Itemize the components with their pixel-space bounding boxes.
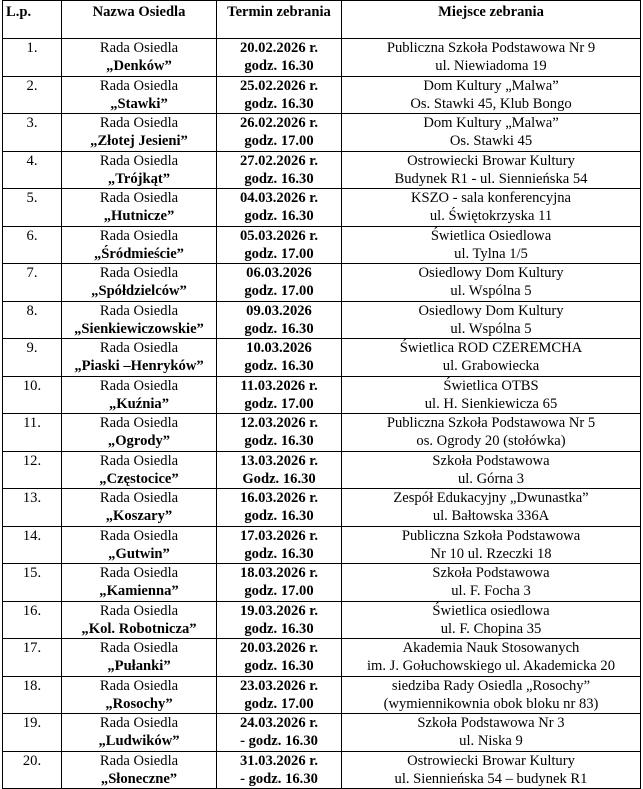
cell-meeting-place bbox=[342, 451, 641, 489]
council-label: Rada Osiedla bbox=[99, 490, 179, 506]
estate-name: „Denków” bbox=[106, 58, 172, 74]
cell-meeting-place bbox=[342, 414, 641, 452]
cell-meeting-date bbox=[217, 151, 342, 189]
estate-name: „Ludwików” bbox=[98, 733, 180, 749]
meeting-time: godz. 16.30 bbox=[244, 320, 314, 337]
header-estate-name: Nazwa Osiedla bbox=[62, 1, 217, 39]
table-row bbox=[3, 39, 641, 77]
cell-estate-name bbox=[62, 76, 217, 114]
meeting-time: Godz. 16.30 bbox=[242, 470, 316, 487]
cell-meeting-date bbox=[217, 564, 342, 602]
cell-meeting-place bbox=[342, 526, 641, 564]
cell-meeting-place bbox=[342, 601, 641, 639]
council-label: Rada Osiedla bbox=[99, 377, 179, 394]
cell-lp: 9. bbox=[3, 339, 62, 377]
table-header-row bbox=[3, 1, 641, 39]
meeting-date: 16.03.2026 r. bbox=[239, 490, 319, 506]
cell-meeting-date bbox=[217, 114, 342, 152]
estate-name: „Częstocice” bbox=[99, 470, 179, 487]
cell-lp: 7. bbox=[3, 264, 62, 302]
place-line-1: Ostrowiecki Browar Kultury bbox=[407, 152, 575, 169]
place-line-2: (wymiennikownia obok bloku nr 83) bbox=[383, 695, 599, 712]
meeting-time: godz. 17.00 bbox=[244, 395, 314, 412]
meeting-date: 12.03.2026 r. bbox=[239, 415, 319, 431]
meeting-date: 20.02.2026 r. bbox=[239, 40, 319, 56]
place-line-2: ul. Grabowiecka bbox=[442, 358, 540, 374]
meeting-date: 09.03.2026 bbox=[246, 302, 312, 319]
meeting-time: godz. 16.30 bbox=[244, 170, 314, 187]
place-line-1: Publiczna Szkoła Podstawowa bbox=[401, 527, 581, 544]
cell-lp: 12. bbox=[3, 451, 62, 489]
estate-name: „Złotej Jesieni” bbox=[90, 133, 188, 149]
table-row bbox=[3, 151, 641, 189]
estate-name: „Spółdzielców” bbox=[91, 283, 187, 299]
cell-estate-name bbox=[62, 39, 217, 77]
cell-lp: 5. bbox=[3, 189, 62, 227]
meeting-date: 10.03.2026 bbox=[246, 340, 312, 356]
council-label: Rada Osiedla bbox=[99, 227, 179, 244]
cell-meeting-date bbox=[217, 301, 342, 339]
cell-lp: 10. bbox=[3, 376, 62, 414]
meeting-date: 25.02.2026 r. bbox=[239, 77, 319, 94]
cell-estate-name bbox=[62, 751, 217, 789]
meeting-date: 05.03.2026 r. bbox=[239, 227, 319, 244]
council-label: Rada Osiedla bbox=[99, 565, 179, 581]
meeting-date: 13.03.2026 r. bbox=[239, 452, 319, 469]
council-label: Rada Osiedla bbox=[99, 715, 179, 731]
place-line-2: ul. Niska 9 bbox=[459, 733, 523, 749]
header-meeting-place: Miejsce zebrania bbox=[342, 1, 641, 39]
place-line-2: ul. Niewiadoma 19 bbox=[435, 58, 547, 74]
cell-estate-name bbox=[62, 151, 217, 189]
table-row bbox=[3, 526, 641, 564]
meeting-time: - godz. 16.30 bbox=[240, 770, 318, 787]
cell-lp: 16. bbox=[3, 601, 62, 639]
cell-meeting-date bbox=[217, 751, 342, 789]
meeting-time: godz. 17.00 bbox=[244, 133, 314, 149]
meeting-date: 31.03.2026 r. bbox=[239, 752, 319, 769]
cell-lp: 17. bbox=[3, 639, 62, 677]
cell-meeting-place bbox=[342, 301, 641, 339]
cell-meeting-date bbox=[217, 639, 342, 677]
cell-estate-name bbox=[62, 264, 217, 302]
cell-estate-name bbox=[62, 601, 217, 639]
cell-meeting-place bbox=[342, 376, 641, 414]
cell-lp: 18. bbox=[3, 676, 62, 714]
estate-name: „Ogrody” bbox=[107, 433, 171, 449]
meeting-time: godz. 16.30 bbox=[244, 433, 314, 449]
cell-estate-name bbox=[62, 451, 217, 489]
estate-name: „Kamienna” bbox=[99, 583, 179, 599]
meeting-time: godz. 17.00 bbox=[244, 245, 314, 262]
place-line-1: Osiedlowy Dom Kultury bbox=[418, 265, 564, 281]
estate-name: „Słoneczne” bbox=[100, 770, 178, 787]
place-line-1: Ostrowiecki Browar Kultury bbox=[407, 752, 575, 769]
cell-estate-name bbox=[62, 226, 217, 264]
place-line-2: ul. Tylna 1/5 bbox=[454, 245, 528, 262]
place-line-1: Szkoła Podstawowa bbox=[432, 565, 550, 581]
estate-name: „Trójkąt” bbox=[107, 170, 171, 187]
place-line-1: Publiczna Szkoła Podstawowa Nr 9 bbox=[386, 40, 596, 56]
cell-meeting-date bbox=[217, 189, 342, 227]
meeting-date: 11.03.2026 r. bbox=[240, 377, 318, 394]
cell-lp: 8. bbox=[3, 301, 62, 339]
council-label: Rada Osiedla bbox=[99, 602, 179, 619]
table-row bbox=[3, 639, 641, 677]
place-line-1: Szkoła Podstawowa Nr 3 bbox=[417, 715, 565, 731]
place-line-1: Zespół Edukacyjny „Dwunastka” bbox=[393, 490, 589, 506]
council-label: Rada Osiedla bbox=[99, 527, 179, 544]
table-row bbox=[3, 489, 641, 527]
cell-estate-name bbox=[62, 114, 217, 152]
place-line-1: KSZO - sala konferencyjna bbox=[410, 190, 572, 206]
place-line-1: siedziba Rady Osiedla „Rosochy” bbox=[391, 677, 591, 694]
cell-lp: 6. bbox=[3, 226, 62, 264]
meeting-time: godz. 16.30 bbox=[244, 58, 314, 74]
place-line-2: ul. Wspólna 5 bbox=[450, 320, 532, 337]
cell-estate-name bbox=[62, 526, 217, 564]
place-line-2: ul. Świętokrzyska 11 bbox=[429, 208, 553, 224]
cell-estate-name bbox=[62, 376, 217, 414]
cell-estate-name bbox=[62, 639, 217, 677]
meeting-date: 19.03.2026 r. bbox=[239, 602, 319, 619]
cell-lp: 2. bbox=[3, 76, 62, 114]
cell-estate-name bbox=[62, 189, 217, 227]
cell-meeting-place bbox=[342, 151, 641, 189]
table-row bbox=[3, 751, 641, 789]
meeting-time: godz. 16.30 bbox=[244, 508, 314, 524]
cell-meeting-date bbox=[217, 339, 342, 377]
cell-meeting-place bbox=[342, 564, 641, 602]
estate-name: „Piaski –Henryków” bbox=[74, 358, 204, 374]
cell-meeting-date bbox=[217, 414, 342, 452]
meetings-table bbox=[2, 0, 641, 789]
estate-name: „Gutwin” bbox=[108, 545, 170, 562]
table-row bbox=[3, 301, 641, 339]
cell-lp: 4. bbox=[3, 151, 62, 189]
table-row bbox=[3, 226, 641, 264]
cell-meeting-place bbox=[342, 751, 641, 789]
place-line-1: Szkoła Podstawowa bbox=[432, 452, 550, 469]
place-line-2: os. Ogrody 20 (stołówka) bbox=[416, 433, 566, 449]
estate-name: „Kol. Robotnicza” bbox=[81, 620, 197, 637]
council-label: Rada Osiedla bbox=[99, 265, 179, 281]
cell-meeting-place bbox=[342, 489, 641, 527]
council-label: Rada Osiedla bbox=[99, 77, 179, 94]
cell-meeting-date bbox=[217, 39, 342, 77]
cell-meeting-place bbox=[342, 189, 641, 227]
meeting-date: 04.03.2026 r. bbox=[239, 190, 319, 206]
meeting-time: - godz. 16.30 bbox=[240, 733, 318, 749]
cell-meeting-date bbox=[217, 226, 342, 264]
place-line-2: Budynek R1 - ul. Siennieńska 54 bbox=[394, 170, 588, 187]
place-line-2: Os. Stawki 45, Klub Bongo bbox=[410, 95, 572, 112]
cell-meeting-place bbox=[342, 114, 641, 152]
place-line-1: Dom Kultury „Malwa” bbox=[423, 115, 559, 131]
cell-lp: 19. bbox=[3, 714, 62, 752]
place-line-1: Publiczna Szkoła Podstawowa Nr 5 bbox=[386, 415, 596, 431]
cell-estate-name bbox=[62, 714, 217, 752]
meeting-date: 06.03.2026 bbox=[246, 265, 312, 281]
cell-meeting-date bbox=[217, 376, 342, 414]
cell-meeting-place bbox=[342, 714, 641, 752]
header-lp: L.p. bbox=[3, 1, 62, 39]
meeting-date: 23.03.2026 r. bbox=[239, 677, 319, 694]
cell-lp: 20. bbox=[3, 751, 62, 789]
cell-meeting-place bbox=[342, 676, 641, 714]
place-line-2: ul. Wspólna 5 bbox=[450, 283, 532, 299]
table-row bbox=[3, 114, 641, 152]
table-row bbox=[3, 451, 641, 489]
council-label: Rada Osiedla bbox=[99, 452, 179, 469]
place-line-2: ul. F. Focha 3 bbox=[451, 583, 531, 599]
table-row bbox=[3, 564, 641, 602]
council-label: Rada Osiedla bbox=[99, 302, 179, 319]
place-line-2: ul. H. Sienkiewicza 65 bbox=[424, 395, 558, 412]
place-line-1: Osiedlowy Dom Kultury bbox=[418, 302, 564, 319]
table-row bbox=[3, 601, 641, 639]
meeting-time: godz. 17.00 bbox=[244, 695, 314, 712]
cell-meeting-date bbox=[217, 264, 342, 302]
cell-lp: 13. bbox=[3, 489, 62, 527]
meeting-date: 27.02.2026 r. bbox=[239, 152, 319, 169]
place-line-2: ul. Siennieńska 54 – budynek R1 bbox=[394, 770, 588, 787]
cell-lp: 3. bbox=[3, 114, 62, 152]
place-line-1: Świetlica OTBS bbox=[443, 377, 539, 394]
cell-estate-name bbox=[62, 301, 217, 339]
meeting-time: godz. 16.30 bbox=[244, 545, 314, 562]
cell-estate-name bbox=[62, 489, 217, 527]
place-line-2: ul. Górna 3 bbox=[457, 470, 525, 487]
meeting-time: godz. 16.30 bbox=[244, 208, 314, 224]
cell-meeting-place bbox=[342, 639, 641, 677]
table-row bbox=[3, 414, 641, 452]
estate-name: „Hutnicze” bbox=[103, 208, 175, 224]
meeting-time: godz. 16.30 bbox=[244, 658, 314, 674]
place-line-1: Świetlica Osiedlowa bbox=[430, 227, 552, 244]
cell-lp: 1. bbox=[3, 39, 62, 77]
cell-lp: 14. bbox=[3, 526, 62, 564]
place-line-1: Akademia Nauk Stosowanych bbox=[402, 640, 580, 656]
estate-name: „Kuźnia” bbox=[108, 395, 169, 412]
cell-meeting-date bbox=[217, 76, 342, 114]
table-row bbox=[3, 264, 641, 302]
header-meeting-date: Termin zebrania bbox=[217, 1, 342, 39]
meeting-date: 17.03.2026 r. bbox=[239, 527, 319, 544]
table-row bbox=[3, 339, 641, 377]
meeting-date: 18.03.2026 r. bbox=[239, 565, 319, 581]
table-row bbox=[3, 714, 641, 752]
estate-name: „Sienkiewiczowskie” bbox=[74, 320, 204, 337]
cell-meeting-date bbox=[217, 676, 342, 714]
meeting-time: godz. 17.00 bbox=[244, 583, 314, 599]
council-label: Rada Osiedla bbox=[99, 752, 179, 769]
council-label: Rada Osiedla bbox=[99, 340, 179, 356]
place-line-1: Świetlica osiedlowa bbox=[432, 602, 550, 619]
table-row bbox=[3, 189, 641, 227]
cell-meeting-place bbox=[342, 76, 641, 114]
cell-estate-name bbox=[62, 676, 217, 714]
council-label: Rada Osiedla bbox=[99, 677, 179, 694]
council-label: Rada Osiedla bbox=[99, 40, 179, 56]
cell-meeting-place bbox=[342, 39, 641, 77]
cell-meeting-place bbox=[342, 264, 641, 302]
meeting-time: godz. 16.30 bbox=[244, 95, 314, 112]
cell-estate-name bbox=[62, 414, 217, 452]
cell-meeting-date bbox=[217, 601, 342, 639]
council-label: Rada Osiedla bbox=[99, 190, 179, 206]
place-line-1: Dom Kultury „Malwa” bbox=[423, 77, 559, 94]
cell-meeting-date bbox=[217, 489, 342, 527]
council-label: Rada Osiedla bbox=[99, 640, 179, 656]
meeting-date: 20.03.2026 r. bbox=[239, 640, 319, 656]
council-label: Rada Osiedla bbox=[99, 152, 179, 169]
cell-lp: 15. bbox=[3, 564, 62, 602]
meeting-time: godz. 16.30 bbox=[244, 620, 314, 637]
meeting-time: godz. 16.30 bbox=[244, 358, 314, 374]
estate-name: „Śródmieście” bbox=[94, 245, 184, 262]
place-line-2: Nr 10 ul. Rzeczki 18 bbox=[430, 545, 552, 562]
council-label: Rada Osiedla bbox=[99, 115, 179, 131]
meeting-time: godz. 17.00 bbox=[244, 283, 314, 299]
place-line-2: ul. F. Chopina 35 bbox=[440, 620, 542, 637]
table-row bbox=[3, 676, 641, 714]
place-line-2: ul. Bałtowska 336A bbox=[432, 508, 550, 524]
cell-estate-name bbox=[62, 564, 217, 602]
cell-estate-name bbox=[62, 339, 217, 377]
cell-meeting-date bbox=[217, 714, 342, 752]
table-row bbox=[3, 376, 641, 414]
cell-meeting-date bbox=[217, 526, 342, 564]
table-row bbox=[3, 76, 641, 114]
place-line-2: Os. Stawki 45 bbox=[449, 133, 533, 149]
cell-meeting-place bbox=[342, 226, 641, 264]
cell-meeting-date bbox=[217, 451, 342, 489]
estate-name: „Stawki” bbox=[110, 95, 168, 112]
place-line-1: Świetlica ROD CZEREMCHA bbox=[399, 340, 583, 356]
place-line-2: im. J. Gołuchowskiego ul. Akademicka 20 bbox=[366, 658, 616, 674]
estate-name: „Koszary” bbox=[105, 508, 173, 524]
cell-lp: 11. bbox=[3, 414, 62, 452]
meeting-date: 24.03.2026 r. bbox=[239, 715, 319, 731]
cell-meeting-place bbox=[342, 339, 641, 377]
council-label: Rada Osiedla bbox=[99, 415, 179, 431]
meeting-date: 26.02.2026 r. bbox=[239, 115, 319, 131]
estate-name: „Rosochy” bbox=[105, 695, 173, 712]
estate-name: „Pułanki” bbox=[107, 658, 171, 674]
